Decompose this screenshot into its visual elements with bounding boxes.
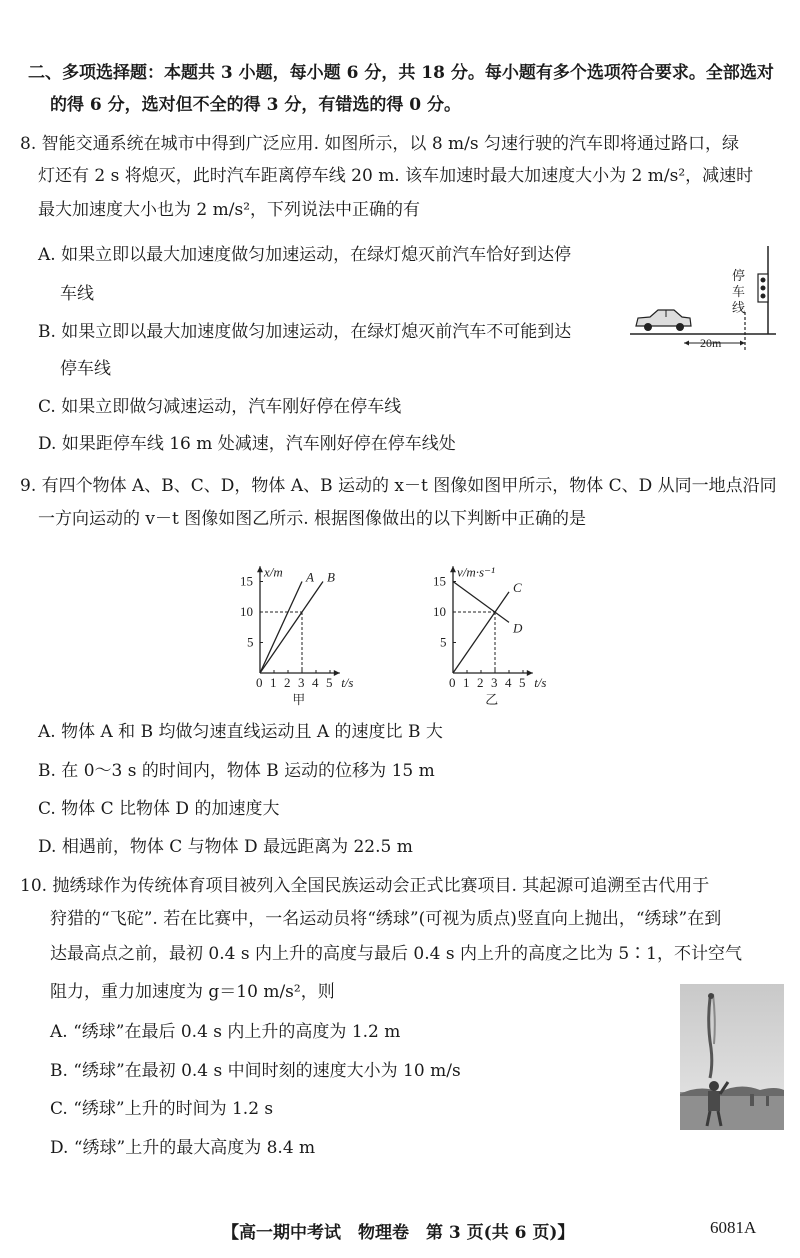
q8-option-d: D. 如果距停车线 16 m 处减速，汽车刚好停在停车线处 bbox=[38, 434, 456, 454]
q8-figure bbox=[628, 242, 778, 354]
series-line-B bbox=[260, 582, 323, 674]
y-tick-label: 5 bbox=[247, 634, 254, 650]
q10-stem-line2: 狩猎的“飞砣”. 若在比赛中，一名运动员将“绣球”(可视为质点)竖直向上抛出，“绣球”在到 bbox=[50, 909, 722, 929]
chart-caption: 乙 bbox=[485, 692, 499, 707]
y-tick-label: 5 bbox=[440, 634, 447, 650]
q10-option-c: C. “绣球”上升的时间为 1.2 s bbox=[50, 1099, 274, 1119]
q10-stem: 10. 抛绣球作为传统体育项目被列入全国民族运动会正式比赛项目. 其起源可追溯至古代用于 bbox=[20, 876, 710, 896]
q10-stem-line3: 达最高点之前，最初 0.4 s 内上升的高度与最后 0.4 s 内上升的高度之比为 5∶1，不计空气 bbox=[50, 944, 742, 964]
q9-option-b: B. 在 0～3 s 的时间内，物体 B 运动的位移为 15 m bbox=[38, 761, 435, 781]
series-line-D bbox=[453, 582, 509, 623]
series-label-C: C bbox=[513, 579, 522, 595]
q9-stem: 9. 有四个物体 A、B、C、D，物体 A、B 运动的 x－t 图像如图甲所示，物体 C、D 从同一地点沿同 bbox=[20, 476, 777, 496]
chart-yi bbox=[425, 545, 595, 710]
x-tick-label: 3 bbox=[491, 675, 498, 690]
x-tick-label: 4 bbox=[312, 675, 319, 690]
q8-stem-line2: 灯还有 2 s 将熄灭，此时汽车距离停车线 20 m. 该车加速时最大加速度大小为 2 m/s²，减速时 bbox=[38, 166, 754, 186]
athlete-photo bbox=[680, 984, 784, 1130]
x-tick-label: 2 bbox=[477, 675, 484, 690]
y-axis-label: x/m bbox=[264, 564, 283, 580]
q9-option-a: A. 物体 A 和 B 均做匀速直线运动且 A 的速度比 B 大 bbox=[38, 722, 443, 742]
footer-code: 6081A bbox=[710, 1218, 757, 1237]
x-tick-label: 0 bbox=[256, 675, 263, 690]
y-tick-label: 10 bbox=[240, 604, 253, 619]
q8-option-b: B. 如果立即以最大加速度做匀加速运动，在绿灯熄灭前汽车不可能到达 bbox=[38, 322, 572, 342]
y-axis-arrow bbox=[450, 566, 456, 572]
y-axis-arrow bbox=[257, 566, 263, 572]
q9-option-d: D. 相遇前，物体 C 与物体 D 最远距离为 22.5 m bbox=[38, 837, 413, 857]
y-tick-label: 15 bbox=[433, 573, 446, 589]
x-tick-label: 3 bbox=[298, 675, 305, 690]
stop-line-label-3: 线 bbox=[732, 300, 746, 315]
q10-option-a: A. “绣球”在最后 0.4 s 内上升的高度为 1.2 m bbox=[50, 1022, 401, 1042]
q9-option-c: C. 物体 C 比物体 D 的加速度大 bbox=[38, 799, 280, 819]
stop-line-label-2: 车 bbox=[732, 284, 746, 299]
q10-option-b: B. “绣球”在最初 0.4 s 中间时刻的速度大小为 10 m/s bbox=[50, 1061, 461, 1081]
q9-stem-line2: 一方向运动的 v－t 图像如图乙所示. 根据图像做出的以下判断中正确的是 bbox=[38, 509, 587, 529]
q8-option-b-cont: 停车线 bbox=[60, 359, 111, 379]
x-axis-arrow bbox=[334, 670, 340, 676]
x-axis-label: t/s bbox=[341, 675, 354, 690]
x-tick-label: 0 bbox=[449, 675, 456, 690]
x-axis-arrow bbox=[527, 670, 533, 676]
y-tick-label: 15 bbox=[240, 573, 253, 589]
series-line-C bbox=[453, 592, 509, 673]
y-axis-label: v/m·s⁻¹ bbox=[457, 564, 495, 580]
q8-option-a: A. 如果立即以最大加速度做匀加速运动，在绿灯熄灭前汽车恰好到达停 bbox=[38, 245, 572, 265]
x-axis-label: t/s bbox=[534, 675, 547, 690]
car-icon bbox=[636, 310, 691, 331]
q8-stem: 8. 智能交通系统在城市中得到广泛应用. 如图所示，以 8 m/s 匀速行驶的汽车即将通过路口，绿 bbox=[20, 134, 740, 154]
x-tick-label: 5 bbox=[519, 675, 526, 690]
q10-option-d: D. “绣球”上升的最大高度为 8.4 m bbox=[50, 1138, 316, 1158]
q8-option-a-cont: 车线 bbox=[60, 284, 94, 304]
y-tick-label: 10 bbox=[433, 604, 446, 619]
chart-jia bbox=[232, 545, 402, 710]
x-tick-label: 1 bbox=[270, 675, 277, 690]
x-tick-label: 4 bbox=[505, 675, 512, 690]
footer-page-info: 【高一期中考试 物理卷 第 3 页(共 6 页)】 bbox=[222, 1223, 575, 1243]
stop-line-label-1: 停 bbox=[732, 268, 746, 283]
x-tick-label: 1 bbox=[463, 675, 470, 690]
chart-caption: 甲 bbox=[292, 692, 306, 707]
q8-stem-line3: 最大加速度大小也为 2 m/s²，下列说法中正确的有 bbox=[38, 200, 421, 220]
x-tick-label: 2 bbox=[284, 675, 291, 690]
x-tick-label: 5 bbox=[326, 675, 333, 690]
series-label-A: A bbox=[306, 569, 314, 585]
q8-option-c: C. 如果立即做匀减速运动，汽车刚好停在停车线 bbox=[38, 397, 402, 417]
distance-label: 20m bbox=[700, 336, 722, 350]
series-line-A bbox=[260, 582, 302, 674]
q10-stem-line4: 阻力，重力加速度为 g＝10 m/s²，则 bbox=[50, 982, 335, 1002]
section-heading: 二、多项选择题：本题共 3 小题，每小题 6 分，共 18 分。每小题有多个选项符合要求。全部选对 bbox=[28, 63, 774, 83]
series-label-D: D bbox=[513, 620, 523, 636]
series-label-B: B bbox=[327, 569, 335, 585]
section-heading-cont: 的得 6 分，选对但不全的得 3 分，有错选的得 0 分。 bbox=[50, 95, 461, 115]
